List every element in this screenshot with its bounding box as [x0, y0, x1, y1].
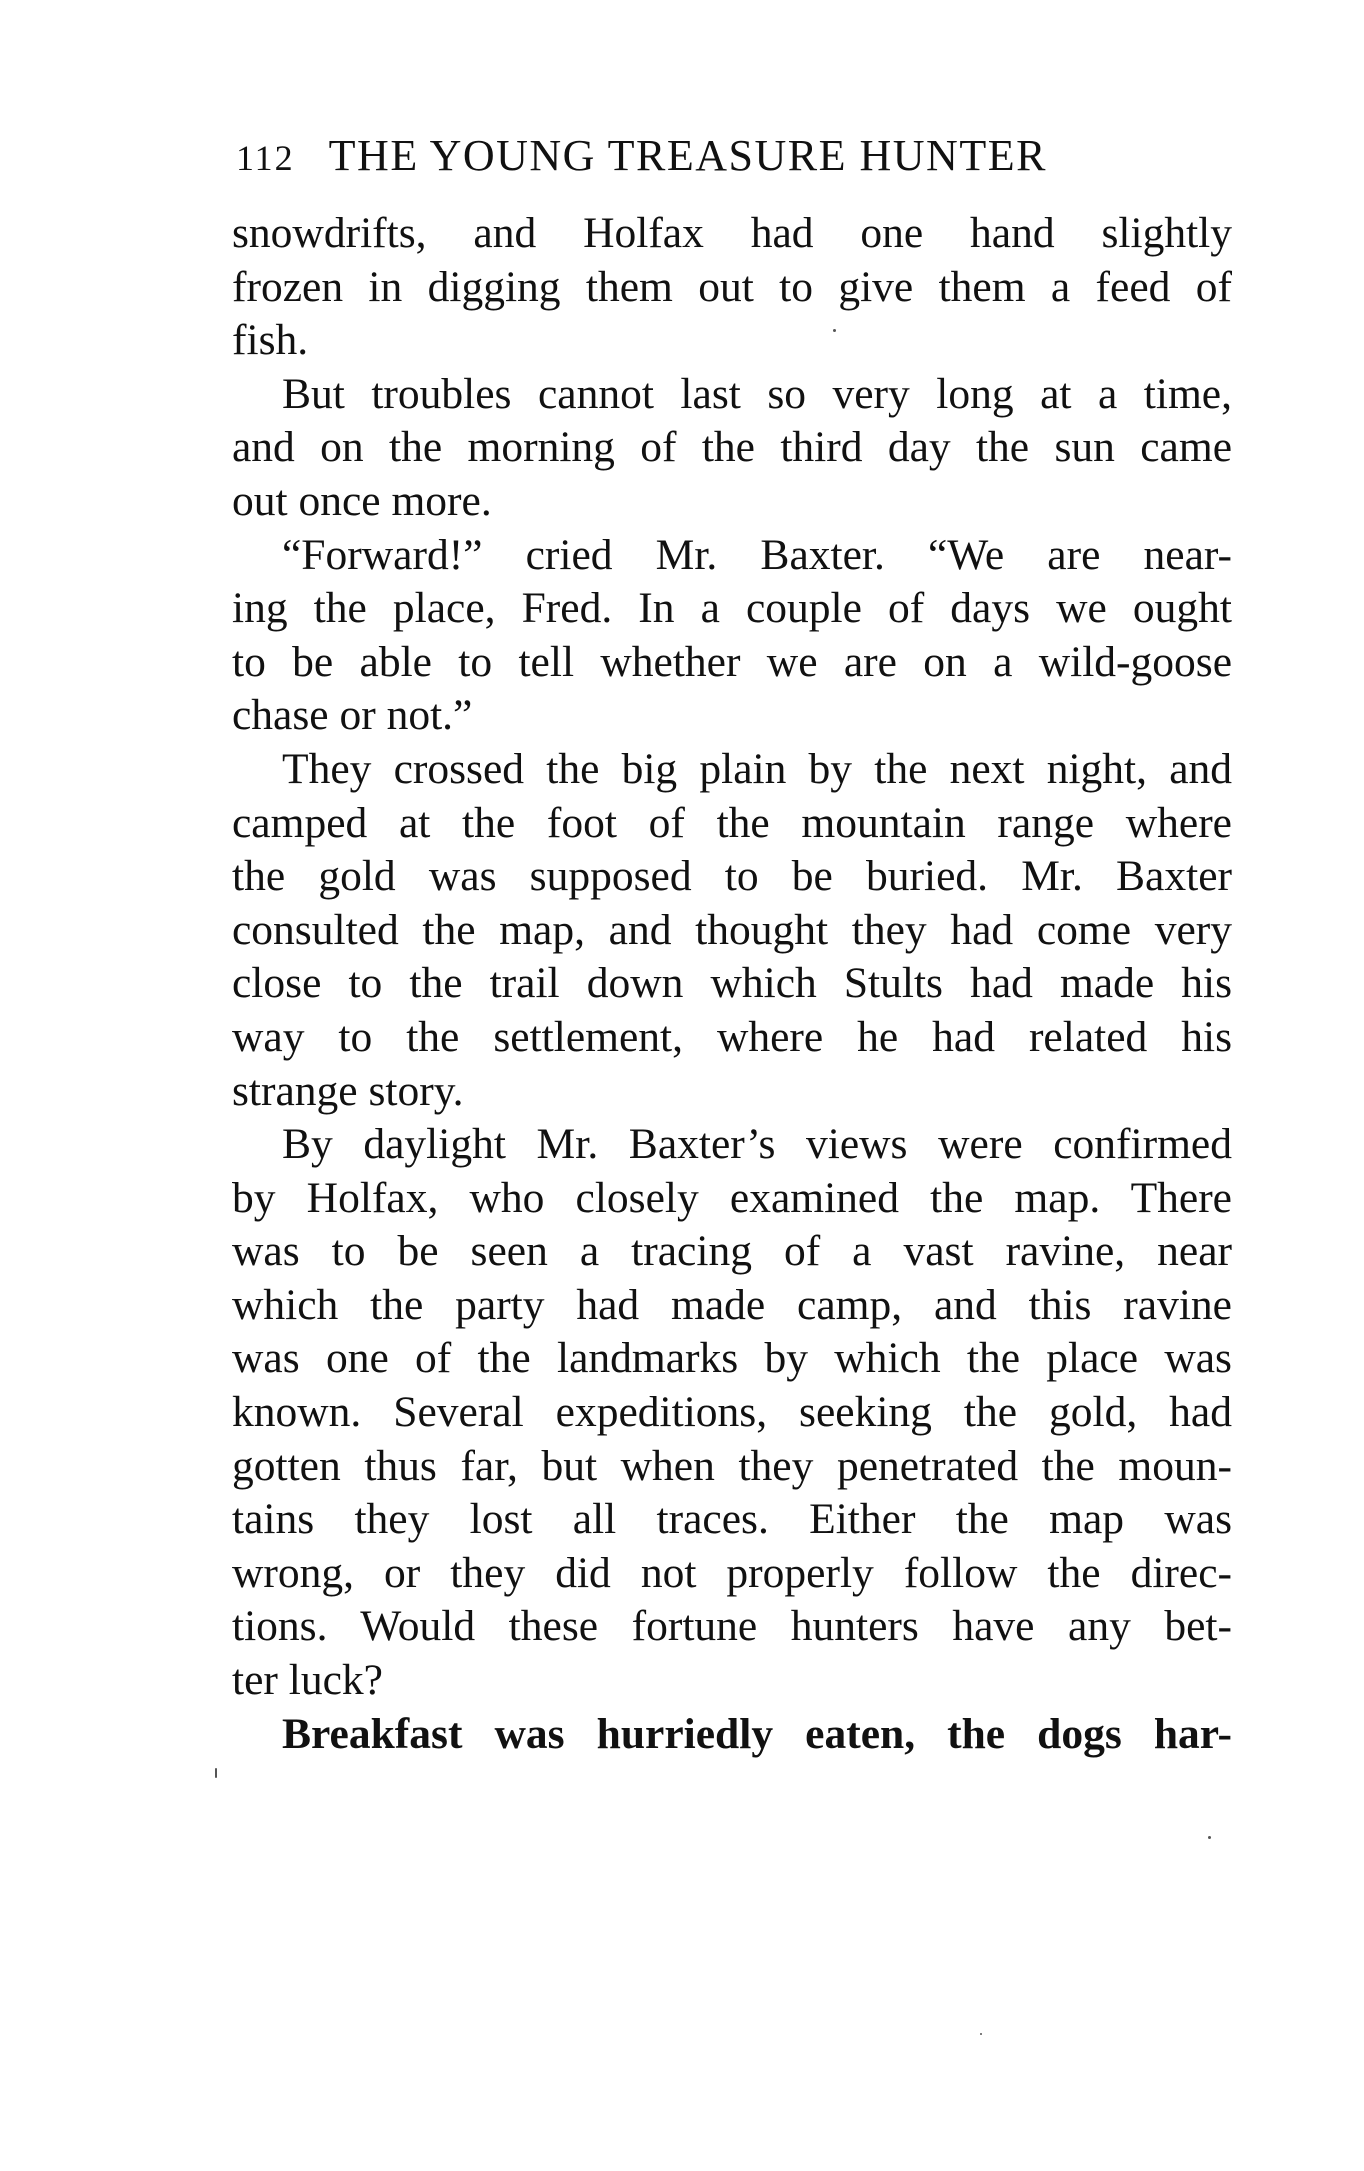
text-line: “Forward!” cried Mr. Baxter. “We are near- — [282, 530, 1232, 579]
text-line: gotten thus far, but when they penetrated the moun- — [232, 1441, 1232, 1490]
text-line: strange story. — [232, 1066, 464, 1115]
text-line: ing the place, Fred. In a couple of days we ought — [232, 584, 1232, 633]
text-line: By daylight Mr. Baxter’s views were confirmed — [282, 1120, 1232, 1169]
text-line: But troubles cannot last so very long at a time, — [282, 369, 1232, 418]
running-title: THE YOUNG TREASURE HUNTER — [328, 131, 1047, 180]
text-line: wrong, or they did not properly follow the direc- — [232, 1548, 1232, 1597]
text-line: chase or not.” — [232, 691, 473, 740]
text-line: fish. — [232, 316, 309, 365]
text-line: frozen in digging them out to give them a feed of — [232, 262, 1232, 311]
scan-speck — [980, 2033, 982, 2035]
text-line: Breakfast was hurriedly eaten, the dogs har- — [282, 1709, 1232, 1758]
text-line: close to the trail down which Stults had made his — [232, 959, 1232, 1008]
text-line: ter luck? — [232, 1656, 383, 1705]
text-line: was to be seen a tracing of a vast ravine, near — [232, 1227, 1232, 1276]
text-line: consulted the map, and thought they had come very — [232, 905, 1232, 954]
text-line: which the party had made camp, and this ravine — [232, 1280, 1232, 1329]
text-line: snowdrifts, and Holfax had one hand slightly — [232, 209, 1232, 257]
body-text — [232, 207, 1232, 1761]
text-line: known. Several expeditions, seeking the gold, had — [232, 1388, 1232, 1437]
scan-speck — [215, 1768, 217, 1778]
text-line: the gold was supposed to be buried. Mr. Baxter — [232, 852, 1232, 901]
scan-speck — [1208, 1836, 1211, 1839]
text-line: to be able to tell whether we are on a wild-goose — [232, 637, 1232, 686]
text-line: camped at the foot of the mountain range where — [232, 798, 1232, 847]
text-line: They crossed the big plain by the next night, and — [282, 744, 1232, 793]
text-line: by Holfax, who closely examined the map. There — [232, 1173, 1232, 1222]
text-line: was one of the landmarks by which the place was — [232, 1334, 1232, 1383]
text-line: tions. Would these fortune hunters have any bet- — [232, 1602, 1232, 1651]
text-line: tains they lost all traces. Either the map was — [232, 1495, 1232, 1544]
page-number: 112 — [236, 138, 295, 178]
scan-speck — [833, 329, 836, 332]
running-header — [236, 128, 1136, 186]
text-line: out once more. — [232, 476, 492, 525]
text-line: and on the morning of the third day the sun came — [232, 423, 1232, 472]
text-line: way to the settlement, where he had related his — [232, 1012, 1232, 1061]
